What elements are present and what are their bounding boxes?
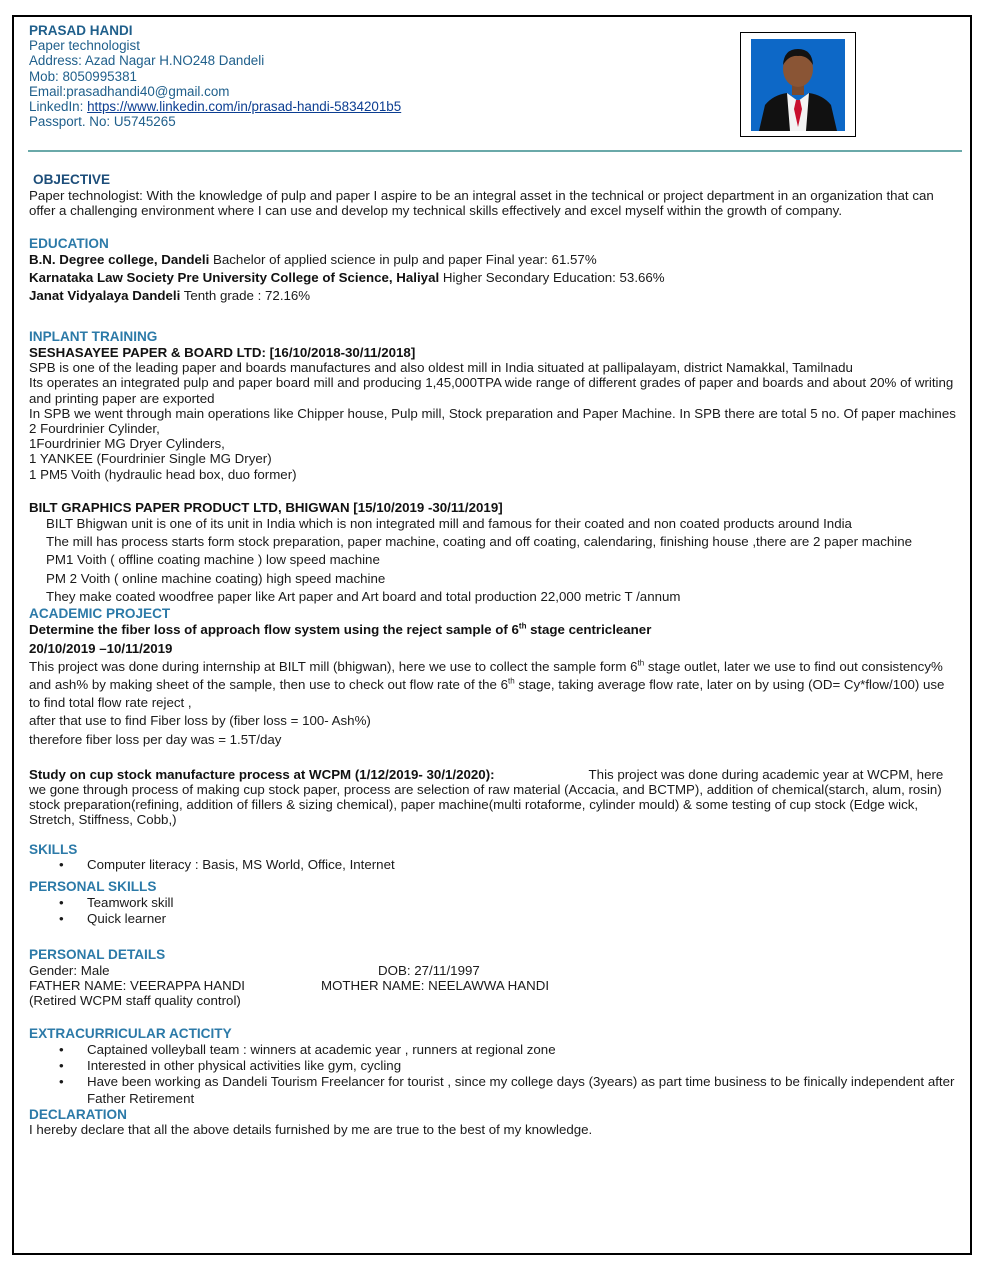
list-item: • Have been working as Dandeli Tourism Freelancer for tourist , since my college days (3years) as part time business to be finically independent after Father Retirement bbox=[29, 1074, 959, 1106]
bilt-line: BILT Bhigwan unit is one of its unit in India which is non integrated mill and famous for their coated and non coated products around India bbox=[46, 515, 852, 531]
linkedin bbox=[29, 99, 401, 114]
project-title: Determine the fiber loss of approach flow system using the reject sample of 6th stage centricleaner bbox=[29, 622, 652, 638]
passport: Passport. No: U5745265 bbox=[29, 114, 176, 130]
project-description: This project was done during internship at BILT mill (bhigwan), here we use to collect the sample form 6th stage outlet, later we use to find out consistency% and ash% by making sheet of the sample, then use to check out flow rate of the 6th stage, taking average flow rate, later on by using (OD= Cy*flow/100) use to find total flow rate reject , bbox=[29, 658, 945, 711]
personal-details-heading: PERSONAL DETAILS bbox=[29, 947, 166, 963]
spb-title: SESHASAYEE PAPER & BOARD LTD: [16/10/2018-30/11/2018] bbox=[29, 344, 416, 360]
education-item: B.N. Degree college, Dandeli Bachelor of applied science in pulp and paper Final year: 61.57% bbox=[29, 252, 597, 268]
bilt-details bbox=[29, 515, 959, 606]
extracurricular-heading: EXTRACURRICULAR ACTICITY bbox=[29, 1026, 232, 1042]
spb-line: 1 PM5 Voith (hydraulic head box, duo former) bbox=[29, 466, 297, 482]
profile-photo-frame bbox=[740, 32, 856, 137]
bilt-line: PM1 Voith ( offline coating machine ) low speed machine bbox=[46, 552, 380, 568]
personal-skills-heading: PERSONAL SKILLS bbox=[29, 879, 157, 895]
candidate-title: Paper technologist bbox=[29, 38, 140, 54]
father-name: FATHER NAME: VEERAPPA HANDI bbox=[29, 978, 245, 993]
bilt-line: The mill has process starts form stock preparation, paper machine, coating and off coating, calendaring, finishing house ,there are 2 paper machine bbox=[46, 534, 913, 550]
spb-line: SPB is one of the leading paper and boards manufactures and also oldest mill in India situated at pallipalayam, district Namakkal, Tamilnadu bbox=[29, 360, 853, 376]
resume-body bbox=[29, 172, 959, 1137]
bilt-line: PM 2 Voith ( online machine coating) high speed machine bbox=[46, 570, 386, 586]
education-list bbox=[29, 251, 959, 305]
academic-project bbox=[29, 621, 959, 748]
spb-line: 1Fourdrinier MG Dryer Cylinders, bbox=[29, 436, 225, 452]
spb-line: Its operates an integrated pulp and paper board mill and producing 1,45,000TPA wide range of different grades of paper and boards and about 20% of writing and printing paper are exported bbox=[29, 375, 954, 406]
list-item: • Teamwork skill bbox=[29, 895, 959, 911]
cup-stock-project: Study on cup stock manufacture process at WCPM (1/12/2019- 30/1/2020): This project was done during academic year at WCPM, here we gone through process of making cup stock paper, process are selection of raw material (Accacia, and BCTMP), addition of chemical(starch, alum, rosin) stock preparation(refining, addition of fillers & sizing chemical), paper machine(multi rotaforme, cylinder mould) & some testing of cup stock (Edge wick, Stretch, Stiffness, Cobb,) bbox=[29, 766, 944, 828]
mother-name: MOTHER NAME: NEELAWWA HANDI bbox=[321, 978, 550, 993]
candidate-name: PRASAD HANDI bbox=[29, 23, 133, 38]
list-item: • Computer literacy : Basis, MS World, Office, Internet bbox=[29, 857, 959, 873]
project-result: therefore fiber loss per day was = 1.5T/day bbox=[29, 731, 282, 747]
project-fiber-loss: after that use to find Fiber loss by (fiber loss = 100- Ash%) bbox=[29, 713, 371, 729]
spb-line: 1 YANKEE (Fourdrinier Single MG Dryer) bbox=[29, 451, 272, 467]
skills-heading: SKILLS bbox=[29, 841, 78, 857]
gender: Gender: Male bbox=[29, 962, 110, 978]
linkedin-link[interactable]: https://www.linkedin.com/in/prasad-handi-5834201b5 bbox=[87, 99, 402, 115]
extracurricular-list bbox=[29, 1042, 959, 1107]
bilt-line: They make coated woodfree paper like Art paper and Art board and total production 22,000 metric T /annum bbox=[46, 588, 681, 604]
contact-header bbox=[29, 23, 401, 129]
parents-row bbox=[29, 978, 959, 993]
objective-heading: OBJECTIVE bbox=[33, 172, 111, 187]
father-note: (Retired WCPM staff quality control) bbox=[29, 993, 241, 1009]
declaration-text: I hereby declare that all the above details furnished by me are true to the best of my knowledge. bbox=[29, 1122, 593, 1138]
header-divider bbox=[28, 150, 962, 152]
bilt-title: BILT GRAPHICS PAPER PRODUCT LTD, BHIGWAN [15/10/2019 -30/11/2019] bbox=[29, 499, 503, 515]
education-item: Karnataka Law Society Pre University College of Science, Haliyal Higher Secondary Education: 53.66% bbox=[29, 270, 665, 286]
address: Address: Azad Nagar H.NO248 Dandeli bbox=[29, 53, 265, 69]
skills-list bbox=[29, 857, 959, 873]
education-item: Janat Vidyalaya Dandeli Tenth grade : 72.16% bbox=[29, 288, 311, 304]
project-dates: 20/10/2019 –10/11/2019 bbox=[29, 640, 173, 656]
gender-dob-row bbox=[29, 963, 959, 978]
spb-line: In SPB we went through main operations like Chipper house, Pulp mill, Stock preparation and Paper Machine. In SPB there are total 5 no. Of paper machines bbox=[29, 405, 956, 421]
list-item: • Interested in other physical activities like gym, cycling bbox=[29, 1058, 959, 1074]
spb-line: 2 Fourdrinier Cylinder, bbox=[29, 420, 160, 436]
objective-text: Paper technologist: With the knowledge of pulp and paper I aspire to be an integral asset in the technical or project department in an organization that can offer a challenging environment where I can use and develop my technical skills effectively and excel myself within the growth of company. bbox=[29, 187, 934, 218]
list-item: • Captained volleyball team : winners at academic year , runners at regional zone bbox=[29, 1042, 959, 1058]
profile-photo bbox=[751, 39, 845, 131]
declaration-heading: DECLARATION bbox=[29, 1106, 127, 1122]
academic-heading: ACADEMIC PROJECT bbox=[29, 605, 171, 621]
dob: DOB: 27/11/1997 bbox=[378, 962, 480, 978]
mobile: Mob: 8050995381 bbox=[29, 68, 137, 84]
inplant-heading: INPLANT TRAINING bbox=[29, 329, 158, 345]
email: Email:prasadhandi40@gmail.com bbox=[29, 83, 230, 99]
list-item: • Quick learner bbox=[29, 911, 959, 927]
linkedin-label: LinkedIn: bbox=[29, 99, 88, 115]
personal-skills-list bbox=[29, 895, 959, 927]
education-heading: EDUCATION bbox=[29, 235, 109, 251]
